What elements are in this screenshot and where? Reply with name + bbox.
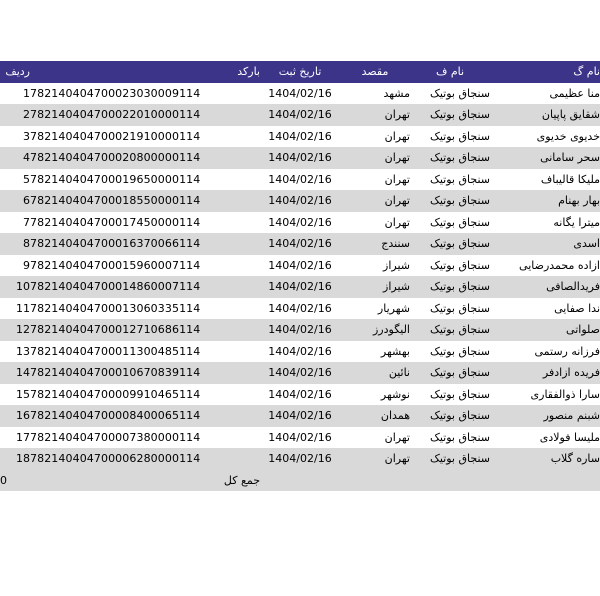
cell-sender: سنجاق بوتیک bbox=[410, 276, 490, 298]
cell-sender: سنجاق بوتیک bbox=[410, 405, 490, 427]
cell-radif: 3 bbox=[0, 126, 30, 148]
table-row bbox=[0, 319, 600, 341]
table-row bbox=[0, 169, 600, 191]
cell-barcode: 782140404700016370066114 bbox=[30, 233, 260, 255]
header-sender: نام ف bbox=[410, 61, 490, 83]
cell-destination: تهران bbox=[340, 212, 410, 234]
cell-destination: تهران bbox=[340, 147, 410, 169]
cell-barcode: 782140404700014860007114 bbox=[30, 276, 260, 298]
cell-destination: تهران bbox=[340, 126, 410, 148]
cell-name: اسدی bbox=[490, 233, 600, 255]
cell-sender: سنجاق بوتیک bbox=[410, 298, 490, 320]
cell-destination: شهریار bbox=[340, 298, 410, 320]
cell-radif: 5 bbox=[0, 169, 30, 191]
cell-radif: 11 bbox=[0, 298, 30, 320]
cell-radif: 6 bbox=[0, 190, 30, 212]
cell-radif: 17 bbox=[0, 427, 30, 449]
total-label: جمع کل bbox=[30, 470, 260, 492]
cell-date: 1404/02/16 bbox=[260, 83, 340, 105]
cell-date: 1404/02/16 bbox=[260, 405, 340, 427]
cell-barcode: 782140404700021910000114 bbox=[30, 126, 260, 148]
cell-radif: 7 bbox=[0, 212, 30, 234]
cell-barcode: 782140404700009910465114 bbox=[30, 384, 260, 406]
cell-barcode: 782140404700018550000114 bbox=[30, 190, 260, 212]
table-row bbox=[0, 147, 600, 169]
table-row bbox=[0, 427, 600, 449]
cell-radif: 9 bbox=[0, 255, 30, 277]
cell-destination: تهران bbox=[340, 104, 410, 126]
cell-date: 1404/02/16 bbox=[260, 233, 340, 255]
total-value: 0 bbox=[0, 470, 30, 492]
cell-name: شقایق پاپیان bbox=[490, 104, 600, 126]
cell-barcode: 782140404700020800000114 bbox=[30, 147, 260, 169]
cell-destination: نائین bbox=[340, 362, 410, 384]
cell-sender: سنجاق بوتیک bbox=[410, 448, 490, 470]
cell-name: سحر سامانی bbox=[490, 147, 600, 169]
cell-barcode: 782140404700006280000114 bbox=[30, 448, 260, 470]
cell-date: 1404/02/16 bbox=[260, 427, 340, 449]
cell-date: 1404/02/16 bbox=[260, 341, 340, 363]
cell-radif: 13 bbox=[0, 341, 30, 363]
cell-date: 1404/02/16 bbox=[260, 169, 340, 191]
cell-barcode: 782140404700017450000114 bbox=[30, 212, 260, 234]
cell-destination: نوشهر bbox=[340, 384, 410, 406]
cell-destination: تهران bbox=[340, 169, 410, 191]
table-body bbox=[0, 83, 600, 470]
cell-radif: 12 bbox=[0, 319, 30, 341]
cell-radif: 8 bbox=[0, 233, 30, 255]
cell-radif: 14 bbox=[0, 362, 30, 384]
cell-sender: سنجاق بوتیک bbox=[410, 147, 490, 169]
cell-sender: سنجاق بوتیک bbox=[410, 255, 490, 277]
cell-destination: تهران bbox=[340, 448, 410, 470]
cell-sender: سنجاق بوتیک bbox=[410, 169, 490, 191]
cell-destination: همدان bbox=[340, 405, 410, 427]
cell-name: منا عظیمی bbox=[490, 83, 600, 105]
header-date: تاریخ ثبت bbox=[260, 61, 340, 83]
cell-destination: بهشهر bbox=[340, 341, 410, 363]
cell-sender: سنجاق بوتیک bbox=[410, 233, 490, 255]
cell-name: میترا یگانه bbox=[490, 212, 600, 234]
cell-destination: سنندج bbox=[340, 233, 410, 255]
total-empty-cell bbox=[410, 470, 490, 492]
cell-date: 1404/02/16 bbox=[260, 190, 340, 212]
cell-destination: مشهد bbox=[340, 83, 410, 105]
cell-radif: 2 bbox=[0, 104, 30, 126]
total-row bbox=[0, 470, 600, 492]
cell-date: 1404/02/16 bbox=[260, 212, 340, 234]
header-radif: ردیف bbox=[0, 61, 30, 83]
cell-date: 1404/02/16 bbox=[260, 384, 340, 406]
cell-name: ندا صفایی bbox=[490, 298, 600, 320]
cell-radif: 15 bbox=[0, 384, 30, 406]
cell-date: 1404/02/16 bbox=[260, 104, 340, 126]
header-barcode: بارکد bbox=[30, 61, 260, 83]
cell-sender: سنجاق بوتیک bbox=[410, 126, 490, 148]
cell-name: فریده ازادفر bbox=[490, 362, 600, 384]
cell-date: 1404/02/16 bbox=[260, 126, 340, 148]
cell-barcode: 782140404700013060335114 bbox=[30, 298, 260, 320]
cell-barcode: 782140404700015960007114 bbox=[30, 255, 260, 277]
shipment-table bbox=[0, 61, 600, 491]
cell-name: سارا ذوالفقاری bbox=[490, 384, 600, 406]
cell-barcode: 782140404700008400065114 bbox=[30, 405, 260, 427]
table-row bbox=[0, 384, 600, 406]
cell-date: 1404/02/16 bbox=[260, 448, 340, 470]
cell-name: فرزانه رستمی bbox=[490, 341, 600, 363]
cell-barcode: 782140404700012710686114 bbox=[30, 319, 260, 341]
table-row bbox=[0, 276, 600, 298]
cell-barcode: 782140404700007380000114 bbox=[30, 427, 260, 449]
cell-name: صلواتی bbox=[490, 319, 600, 341]
cell-barcode: 782140404700011300485114 bbox=[30, 341, 260, 363]
cell-name: ازاده محمدرضایی bbox=[490, 255, 600, 277]
total-empty-cell bbox=[340, 470, 410, 492]
cell-name: خدیوی خدیوی bbox=[490, 126, 600, 148]
cell-name: ملیسا فولادی bbox=[490, 427, 600, 449]
cell-destination: الیگودرز bbox=[340, 319, 410, 341]
cell-sender: سنجاق بوتیک bbox=[410, 319, 490, 341]
cell-destination: شیراز bbox=[340, 255, 410, 277]
total-empty-cell bbox=[260, 470, 340, 492]
cell-barcode: 782140404700010670839114 bbox=[30, 362, 260, 384]
cell-date: 1404/02/16 bbox=[260, 147, 340, 169]
cell-sender: سنجاق بوتیک bbox=[410, 427, 490, 449]
cell-sender: سنجاق بوتیک bbox=[410, 104, 490, 126]
cell-sender: سنجاق بوتیک bbox=[410, 362, 490, 384]
cell-sender: سنجاق بوتیک bbox=[410, 83, 490, 105]
table-row bbox=[0, 212, 600, 234]
cell-name: فریدالصافی bbox=[490, 276, 600, 298]
cell-radif: 1 bbox=[0, 83, 30, 105]
cell-date: 1404/02/16 bbox=[260, 276, 340, 298]
cell-sender: سنجاق بوتیک bbox=[410, 212, 490, 234]
table-row bbox=[0, 190, 600, 212]
cell-sender: سنجاق بوتیک bbox=[410, 190, 490, 212]
header-destination: مقصد bbox=[340, 61, 410, 83]
table-row bbox=[0, 104, 600, 126]
cell-destination: تهران bbox=[340, 427, 410, 449]
cell-destination: تهران bbox=[340, 190, 410, 212]
cell-name: ساره گلاب bbox=[490, 448, 600, 470]
cell-sender: سنجاق بوتیک bbox=[410, 384, 490, 406]
total-empty-cell bbox=[490, 470, 600, 492]
cell-barcode: 782140404700022010000114 bbox=[30, 104, 260, 126]
table-row bbox=[0, 298, 600, 320]
cell-destination: شیراز bbox=[340, 276, 410, 298]
cell-barcode: 782140404700023030009114 bbox=[30, 83, 260, 105]
cell-radif: 16 bbox=[0, 405, 30, 427]
table-row bbox=[0, 362, 600, 384]
table-row bbox=[0, 405, 600, 427]
table-row bbox=[0, 83, 600, 105]
table-header-row bbox=[0, 61, 600, 83]
cell-sender: سنجاق بوتیک bbox=[410, 341, 490, 363]
header-name: نام گ bbox=[490, 61, 600, 83]
cell-date: 1404/02/16 bbox=[260, 298, 340, 320]
cell-date: 1404/02/16 bbox=[260, 362, 340, 384]
table-row bbox=[0, 341, 600, 363]
cell-date: 1404/02/16 bbox=[260, 319, 340, 341]
cell-barcode: 782140404700019650000114 bbox=[30, 169, 260, 191]
table-row bbox=[0, 255, 600, 277]
cell-radif: 4 bbox=[0, 147, 30, 169]
table-row bbox=[0, 233, 600, 255]
cell-name: شبنم منصور bbox=[490, 405, 600, 427]
cell-date: 1404/02/16 bbox=[260, 255, 340, 277]
cell-name: بهار بهنام bbox=[490, 190, 600, 212]
cell-name: ملیکا قالیباف bbox=[490, 169, 600, 191]
cell-radif: 10 bbox=[0, 276, 30, 298]
table-row bbox=[0, 126, 600, 148]
cell-radif: 18 bbox=[0, 448, 30, 470]
table-row bbox=[0, 448, 600, 470]
